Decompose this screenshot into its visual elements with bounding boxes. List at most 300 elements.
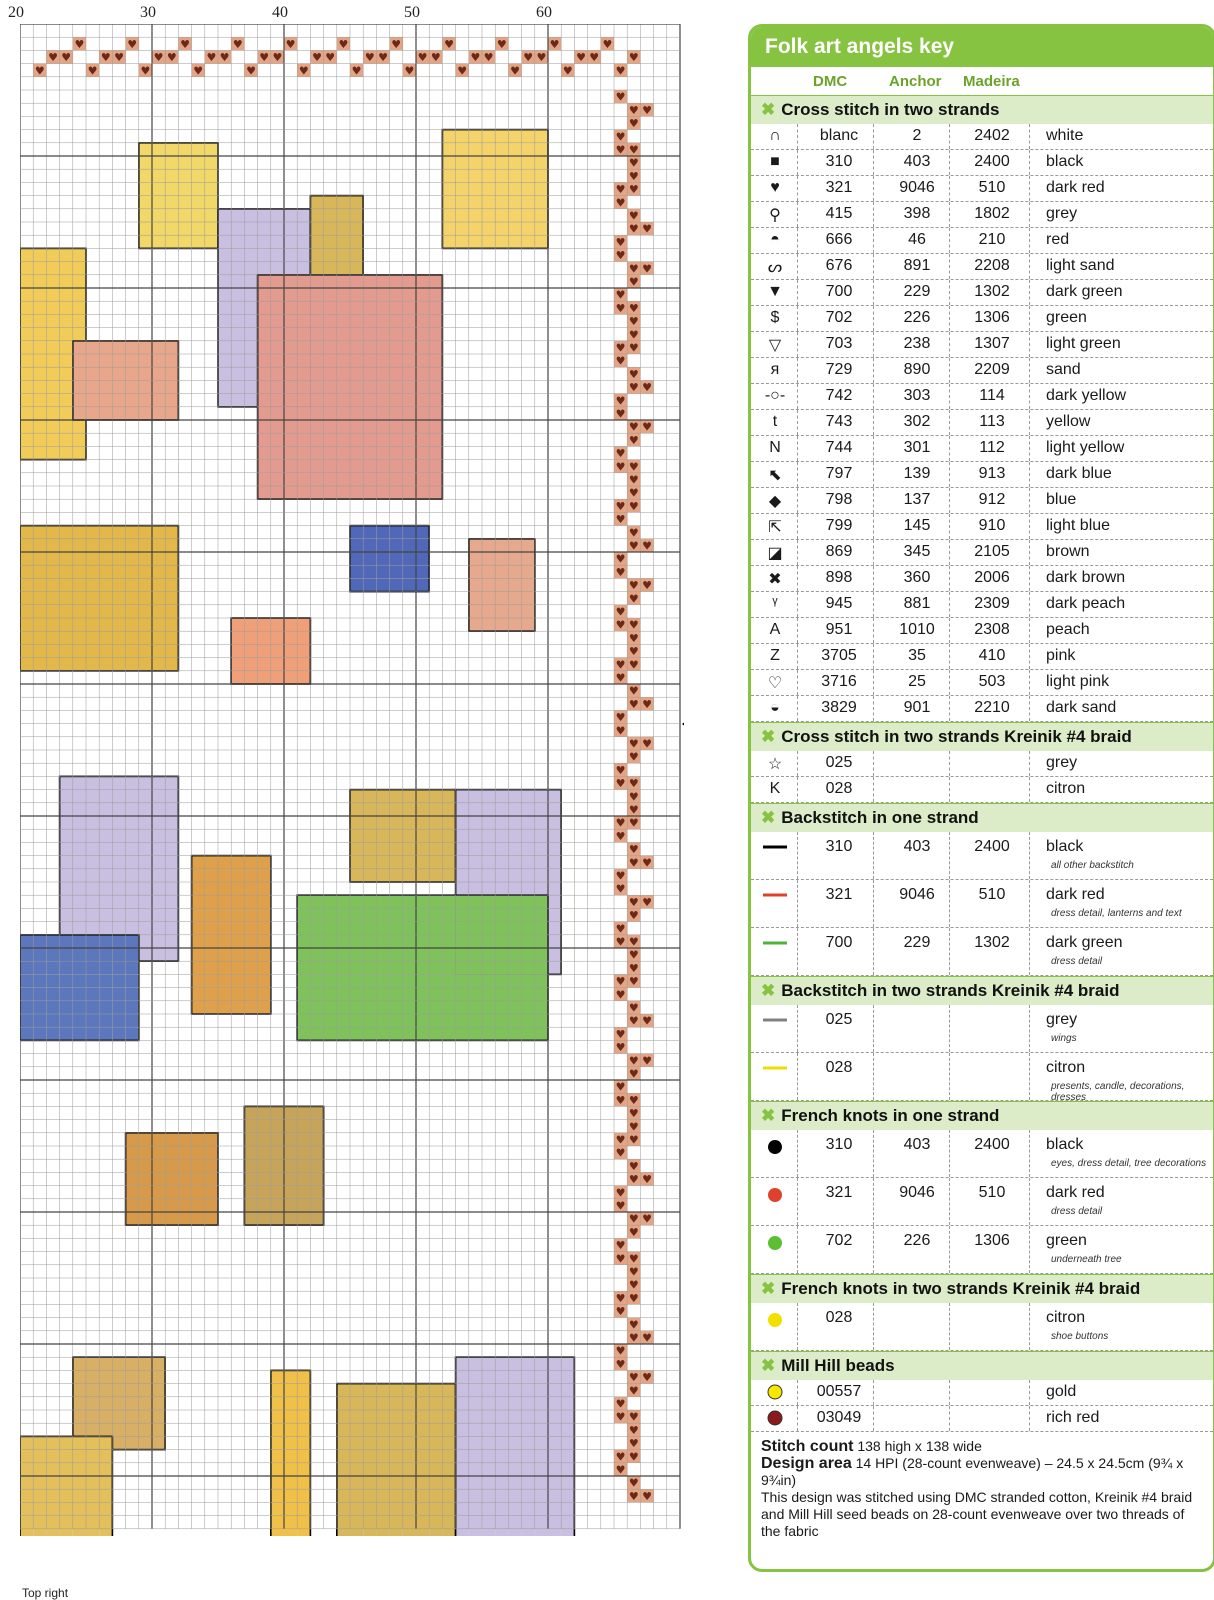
- heart-symbol: ♥: [615, 1463, 626, 1477]
- heart-symbol: ♥: [642, 579, 652, 593]
- heart-symbol: ♥: [615, 341, 626, 355]
- heart-symbol: ♥: [628, 697, 639, 711]
- anchor-code: 301: [903, 439, 931, 456]
- angel3-head: [350, 1476, 363, 1489]
- green-dress: [324, 908, 337, 921]
- bottom-present: [73, 1450, 86, 1463]
- blue-dress: [60, 961, 73, 974]
- angel3-head: [376, 1384, 389, 1397]
- angel-dress: [297, 367, 310, 380]
- angel-dress: [350, 420, 363, 433]
- small-present: [205, 1186, 218, 1199]
- side-figure: [33, 407, 46, 420]
- ornament: [178, 156, 191, 169]
- presents-stack: [165, 658, 178, 671]
- angel3-head: [416, 1463, 429, 1476]
- anchor-code: 238: [903, 335, 931, 352]
- presents-stack: [126, 539, 139, 552]
- presents-stack: [152, 565, 165, 578]
- angel-dress: [258, 314, 271, 327]
- star: [456, 182, 469, 195]
- candle: [271, 1529, 284, 1536]
- green-dress: [495, 988, 508, 1001]
- green-dress: [469, 1027, 482, 1040]
- rabbit: [284, 1106, 297, 1119]
- key-section-heading: [751, 1101, 1213, 1130]
- angel-hat: [324, 222, 337, 235]
- small-present: [165, 1133, 178, 1146]
- side-figure: [20, 407, 33, 420]
- dmc-code: 700: [825, 934, 853, 951]
- green-dress: [310, 948, 323, 961]
- heart-symbol: ♥: [206, 51, 217, 65]
- side-figure: [20, 341, 33, 354]
- angel3-wing: [495, 1489, 508, 1502]
- angel3-wing: [508, 1423, 521, 1436]
- green-dress: [297, 922, 310, 935]
- green-dress: [363, 1001, 376, 1014]
- madeira-code: 510: [978, 886, 1006, 903]
- heart-symbol: ♥: [628, 895, 639, 909]
- key-row: [751, 644, 1213, 670]
- angel3-wing: [456, 1463, 469, 1476]
- angel-wing: [244, 222, 257, 235]
- section-title: Cross stitch in two strands: [781, 100, 1000, 119]
- angel-dress: [297, 328, 310, 341]
- angel2-wing: [482, 790, 495, 803]
- angel-boots: [350, 552, 363, 565]
- heart-symbol: ♥: [615, 1027, 626, 1041]
- angel-dress: [324, 354, 337, 367]
- thread-name: grey: [1046, 205, 1078, 222]
- bell: [126, 1410, 139, 1423]
- green-dress: [350, 1014, 363, 1027]
- angel-dress: [271, 354, 284, 367]
- stitch-grid: [20, 24, 684, 1536]
- angel2-wing: [508, 816, 521, 829]
- green-dress: [363, 961, 376, 974]
- bottom-present: [20, 1502, 33, 1515]
- angel2-wing: [548, 816, 561, 829]
- tall-present: [231, 922, 244, 935]
- angel3-head: [403, 1502, 416, 1515]
- angel3-wing: [508, 1476, 521, 1489]
- angel-dress: [350, 473, 363, 486]
- angel2-wing: [469, 856, 482, 869]
- angel3-head: [416, 1516, 429, 1529]
- angel2-wing: [495, 856, 508, 869]
- bottom-present: [20, 1436, 33, 1449]
- rabbit: [310, 1172, 323, 1185]
- green-dress: [363, 974, 376, 987]
- presents-stack: [86, 658, 99, 671]
- tall-present: [218, 869, 231, 882]
- key-section-heading: [751, 803, 1213, 832]
- bell: [126, 1436, 139, 1449]
- angel3-wing: [548, 1529, 561, 1536]
- candle: [271, 1436, 284, 1449]
- ornament: [165, 196, 178, 209]
- angel-dress: [284, 288, 297, 301]
- green-dress: [456, 1001, 469, 1014]
- rabbit: [310, 1133, 323, 1146]
- angel-wing-left: [112, 803, 125, 816]
- angel-dress: [376, 341, 389, 354]
- present: [231, 658, 244, 671]
- angel3-wing: [495, 1463, 508, 1476]
- angel-dress: [363, 275, 376, 288]
- key-row: [751, 1178, 1213, 1226]
- angel-wing-left: [152, 869, 165, 882]
- heart-symbol: ♥: [615, 1305, 626, 1319]
- small-present: [152, 1133, 165, 1146]
- green-dress: [535, 922, 548, 935]
- angel3-head: [442, 1450, 455, 1463]
- bird: [482, 565, 495, 578]
- tall-present: [192, 935, 205, 948]
- angel2-head: [416, 829, 429, 842]
- angel-wing: [244, 275, 257, 288]
- presents-stack: [99, 605, 112, 618]
- angel2-wing: [522, 856, 535, 869]
- candle: [297, 1384, 310, 1397]
- bell: [126, 1384, 139, 1397]
- heart-symbol: ♥: [615, 499, 626, 513]
- side-figure-arm: [139, 354, 152, 367]
- angel-boots: [363, 539, 376, 552]
- angel3-head: [429, 1516, 442, 1529]
- angel-boots: [416, 565, 429, 578]
- heart-symbol: ♥: [628, 843, 639, 857]
- tall-present: [244, 935, 257, 948]
- angel3-head: [390, 1410, 403, 1423]
- angel-wing: [244, 354, 257, 367]
- star: [522, 130, 535, 143]
- presents-stack: [60, 644, 73, 657]
- side-figure: [20, 314, 33, 327]
- present: [231, 631, 244, 644]
- small-present: [139, 1212, 152, 1225]
- angel-wing-left: [165, 842, 178, 855]
- angel2-wing: [548, 803, 561, 816]
- angel-dress: [416, 301, 429, 314]
- side-figure: [73, 248, 86, 261]
- key-row: [751, 488, 1213, 514]
- heart-symbol: ♥: [628, 51, 639, 65]
- angel-dress: [416, 446, 429, 459]
- dmc-code: 951: [825, 621, 853, 638]
- thread-name: gold: [1046, 1383, 1077, 1400]
- presents-stack: [60, 565, 73, 578]
- bell: [112, 1436, 125, 1449]
- presents-stack: [139, 618, 152, 631]
- bottom-present: [86, 1450, 99, 1463]
- angel3-wing: [482, 1489, 495, 1502]
- heart-symbol: ♥: [615, 460, 626, 474]
- side-figure-arm: [99, 341, 112, 354]
- angel3-wing: [522, 1357, 535, 1370]
- thread-name: light pink: [1046, 673, 1110, 690]
- angel3-wing: [561, 1384, 574, 1397]
- green-dress: [429, 1001, 442, 1014]
- angel-dress: [337, 288, 350, 301]
- anchor-code: 9046: [899, 179, 935, 196]
- star: [456, 235, 469, 248]
- blue-dress: [86, 1014, 99, 1027]
- angel-boots: [350, 565, 363, 578]
- presents-stack: [86, 631, 99, 644]
- green-dress: [297, 974, 310, 987]
- blue-dress: [73, 1027, 86, 1040]
- backstitch-line-icon: [761, 840, 789, 858]
- angel-dress: [429, 341, 442, 354]
- side-figure: [20, 354, 33, 367]
- candle: [297, 1397, 310, 1410]
- angel-dress: [271, 328, 284, 341]
- heart-symbol: ♥: [628, 737, 639, 751]
- angel-dress: [350, 407, 363, 420]
- angel3-wing: [561, 1357, 574, 1370]
- bottom-present: [60, 1476, 73, 1489]
- angel-dress: [376, 420, 389, 433]
- blue-dress: [33, 935, 46, 948]
- angel2-wing: [495, 842, 508, 855]
- heart-symbol: ♥: [483, 51, 494, 65]
- angel-wing-left: [73, 790, 86, 803]
- presents-stack: [73, 539, 86, 552]
- heart-symbol: ♥: [285, 37, 296, 51]
- bell: [139, 1357, 152, 1370]
- bird: [495, 578, 508, 591]
- key-section-heading: [751, 1351, 1213, 1380]
- angel-dress: [324, 460, 337, 473]
- blue-dress: [126, 988, 139, 1001]
- small-present: [178, 1199, 191, 1212]
- heart-symbol: ♥: [642, 856, 652, 870]
- heart-symbol: ♥: [628, 684, 639, 698]
- anchor-code: 46: [908, 231, 926, 248]
- angel3-wing: [495, 1357, 508, 1370]
- star: [508, 143, 521, 156]
- angel-wing-left: [86, 790, 99, 803]
- heart-symbol: ♥: [615, 975, 626, 989]
- angel2-head: [376, 816, 389, 829]
- present: [297, 671, 310, 684]
- ornament: [139, 222, 152, 235]
- dmc-code: 028: [825, 1309, 853, 1326]
- angel-wing-left: [139, 842, 152, 855]
- angel2-head: [350, 790, 363, 803]
- angel-wing-left: [165, 895, 178, 908]
- side-figure: [60, 275, 73, 288]
- bird: [495, 539, 508, 552]
- side-figure: [20, 248, 33, 261]
- small-present: [126, 1159, 139, 1172]
- angel-dress: [363, 394, 376, 407]
- tall-present: [231, 869, 244, 882]
- angel-dress: [416, 367, 429, 380]
- rabbit: [271, 1159, 284, 1172]
- side-figure: [60, 407, 73, 420]
- madeira-code: 913: [978, 465, 1006, 482]
- angel2-wing: [548, 895, 561, 908]
- side-figure-arm: [165, 407, 178, 420]
- angel-wing-left: [139, 776, 152, 789]
- angel-wing: [258, 262, 271, 275]
- dmc-code: 744: [825, 439, 853, 456]
- heart-symbol: ♥: [615, 130, 626, 144]
- heart-symbol: ♥: [615, 354, 626, 368]
- angel3-wing: [508, 1436, 521, 1449]
- green-dress: [310, 1027, 323, 1040]
- bottom-present: [46, 1489, 59, 1502]
- side-figure-arm: [112, 380, 125, 393]
- angel-dress: [376, 354, 389, 367]
- angel2-head: [442, 816, 455, 829]
- anchor-code: 345: [903, 543, 931, 560]
- heart-symbol: ♥: [628, 301, 639, 315]
- presents-stack: [152, 578, 165, 591]
- green-dress: [350, 895, 363, 908]
- bottom-present: [73, 1516, 86, 1529]
- angel-dress: [310, 446, 323, 459]
- angel2-wing: [548, 790, 561, 803]
- small-present: [139, 1146, 152, 1159]
- blue-dress: [126, 948, 139, 961]
- blue-dress: [73, 1014, 86, 1027]
- angel-dress: [324, 433, 337, 446]
- heart-symbol: ♥: [615, 988, 626, 1002]
- green-dress: [469, 974, 482, 987]
- section-title: French knots in two strands Kreinik #4 braid: [781, 1279, 1141, 1298]
- small-present: [152, 1159, 165, 1172]
- angel-dress: [416, 328, 429, 341]
- madeira-code: 2402: [974, 127, 1010, 144]
- green-dress: [535, 895, 548, 908]
- angel-wing-left: [165, 829, 178, 842]
- thread-name: white: [1046, 127, 1084, 144]
- ornament: [192, 209, 205, 222]
- heart-symbol: ♥: [615, 763, 626, 777]
- angel-dress: [324, 301, 337, 314]
- angel2-head: [429, 829, 442, 842]
- anchor-code: 2: [912, 127, 922, 144]
- angel3-head: [376, 1450, 389, 1463]
- bell: [139, 1397, 152, 1410]
- section-cross-icon: ✖: [761, 1356, 776, 1375]
- green-dress: [416, 935, 429, 948]
- presents-stack: [165, 618, 178, 631]
- green-dress: [482, 1014, 495, 1027]
- angel-wing-left: [139, 856, 152, 869]
- angel-wing: [231, 248, 244, 261]
- section-title: French knots in one strand: [781, 1106, 1000, 1125]
- angel3-wing: [482, 1423, 495, 1436]
- thread-name: grey: [1046, 1011, 1078, 1028]
- madeira-code: 2309: [974, 595, 1010, 612]
- angel3-head: [390, 1384, 403, 1397]
- heart-symbol: ♥: [615, 288, 626, 302]
- green-dress: [390, 988, 403, 1001]
- green-dress: [442, 1027, 455, 1040]
- star: [535, 209, 548, 222]
- angel2-wing: [522, 829, 535, 842]
- tall-present: [244, 869, 257, 882]
- dmc-code: 025: [825, 754, 853, 771]
- angel3-head: [416, 1410, 429, 1423]
- presents-stack: [60, 578, 73, 591]
- angel-dress: [429, 275, 442, 288]
- presents-stack: [20, 526, 33, 539]
- angel-wing: [218, 380, 231, 393]
- candle: [297, 1476, 310, 1489]
- chart-symbol-icon: ◆: [768, 493, 782, 510]
- angel2-head: [403, 869, 416, 882]
- green-dress: [363, 908, 376, 921]
- madeira-code: 410: [978, 647, 1006, 664]
- heart-symbol: ♥: [615, 90, 626, 104]
- rabbit: [310, 1199, 323, 1212]
- rabbit: [297, 1186, 310, 1199]
- angel-wing: [284, 262, 297, 275]
- star: [495, 222, 508, 235]
- angel-dress: [416, 460, 429, 473]
- star: [522, 222, 535, 235]
- key-row: [751, 410, 1213, 436]
- presents-stack: [46, 539, 59, 552]
- angel-dress: [258, 486, 271, 499]
- present: [231, 671, 244, 684]
- heart-symbol: ♥: [615, 513, 626, 527]
- rabbit: [310, 1186, 323, 1199]
- rabbit: [284, 1172, 297, 1185]
- green-dress: [456, 948, 469, 961]
- heart-symbol: ♥: [628, 1133, 639, 1147]
- angel-dress: [350, 354, 363, 367]
- angel2-wing: [522, 842, 535, 855]
- angel-dress: [337, 420, 350, 433]
- angel-dress: [284, 486, 297, 499]
- heart-symbol: ♥: [628, 935, 639, 949]
- candle: [271, 1423, 284, 1436]
- bird: [508, 618, 521, 631]
- angel3-wing: [548, 1410, 561, 1423]
- green-dress: [416, 895, 429, 908]
- key-title: Folk art angels key: [751, 27, 1213, 67]
- angel3-head: [390, 1476, 403, 1489]
- bird: [495, 605, 508, 618]
- angel3-wing: [535, 1410, 548, 1423]
- angel3-wing: [535, 1489, 548, 1502]
- bottom-present: [86, 1476, 99, 1489]
- angel3-wing: [548, 1489, 561, 1502]
- candle: [284, 1502, 297, 1515]
- star: [535, 130, 548, 143]
- angel3-head: [350, 1423, 363, 1436]
- bottom-present: [60, 1463, 73, 1476]
- presents-stack: [152, 605, 165, 618]
- angel-wing-left: [86, 856, 99, 869]
- chart-symbol-icon: ⬉: [768, 467, 782, 484]
- angel-wing-left: [73, 895, 86, 908]
- angel-boots: [416, 539, 429, 552]
- bottom-present: [33, 1502, 46, 1515]
- presents-stack: [33, 605, 46, 618]
- anchor-code: 881: [903, 595, 931, 612]
- green-dress: [469, 895, 482, 908]
- dmc-code: 00557: [816, 1383, 862, 1400]
- side-figure: [46, 420, 59, 433]
